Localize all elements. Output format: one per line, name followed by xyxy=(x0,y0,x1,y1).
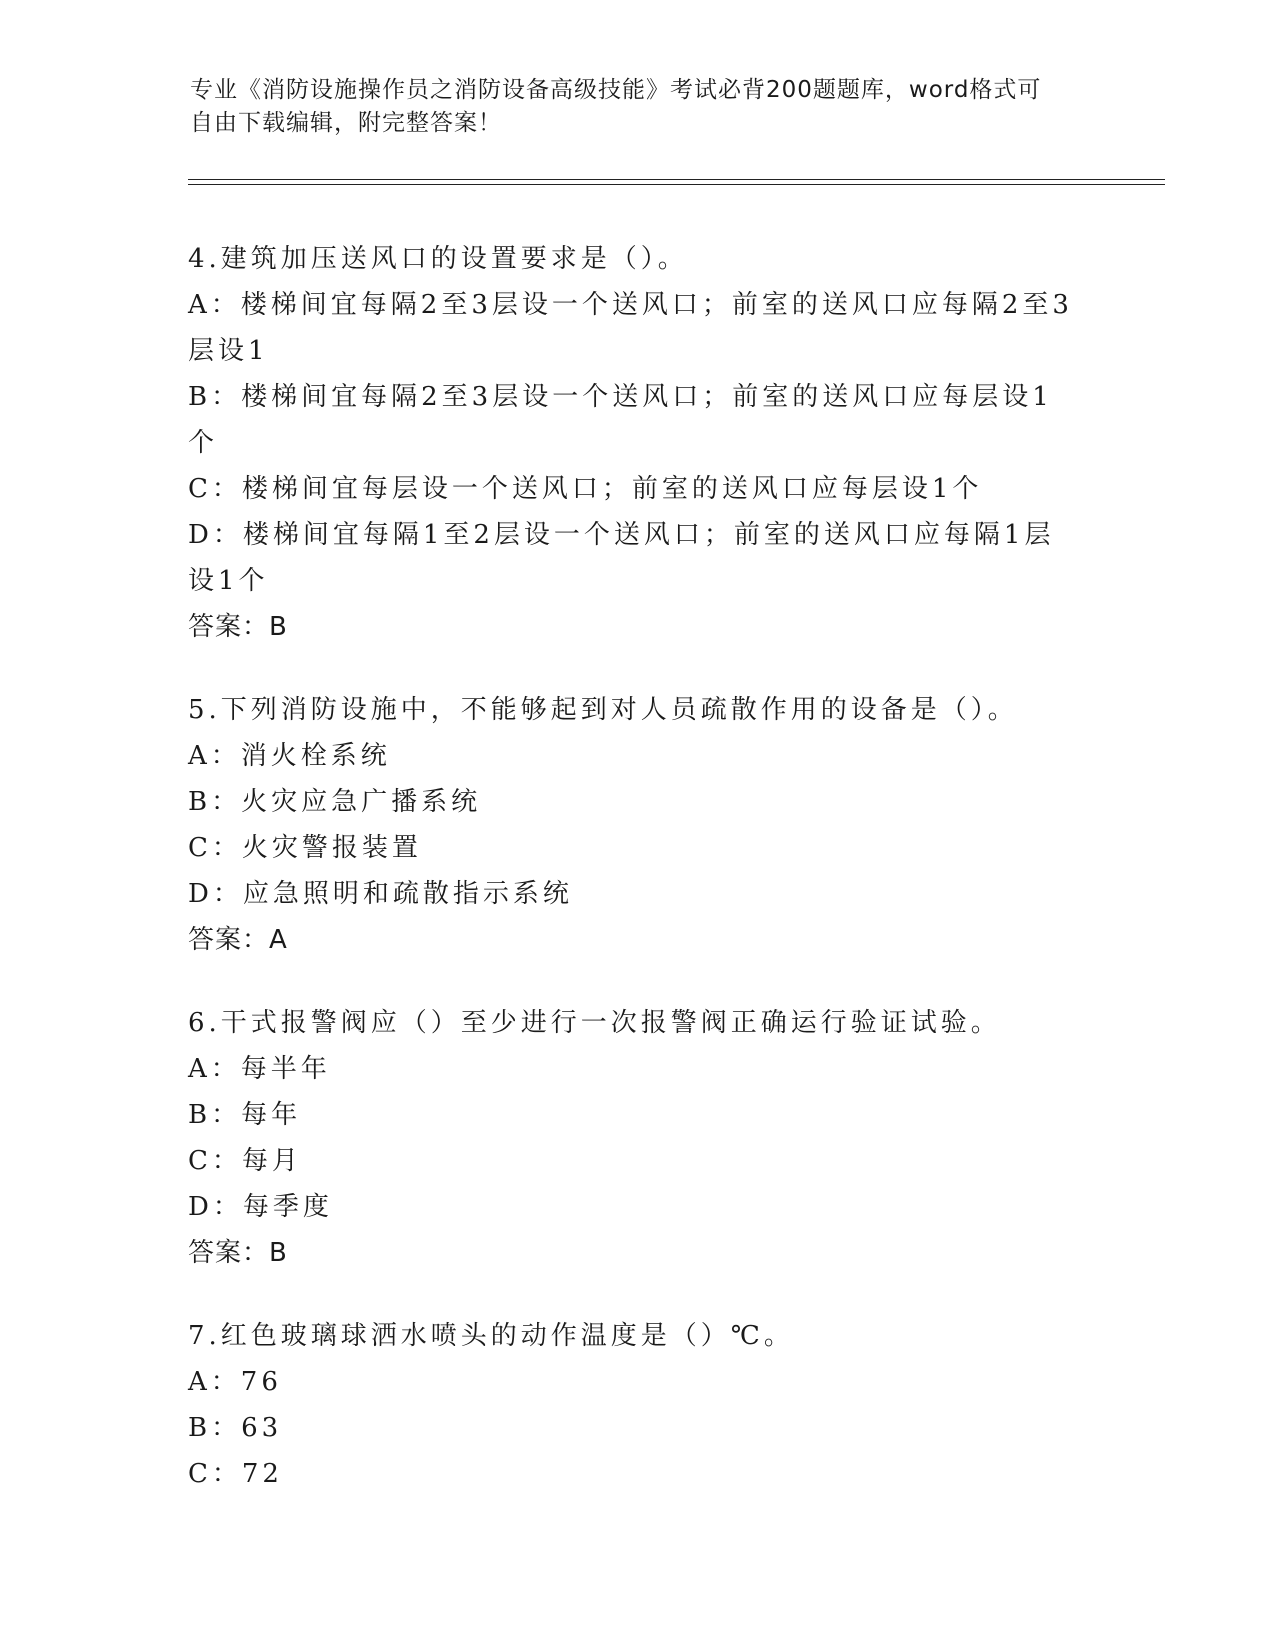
option-a: A：消火栓系统 xyxy=(188,741,391,771)
option-d: D：每季度 xyxy=(188,1192,333,1222)
option-d: D：应急照明和疏散指示系统 xyxy=(188,879,573,909)
option-a: A：每半年 xyxy=(188,1054,331,1084)
question-stem: 5.下列消防设施中，不能够起到对人员疏散作用的设备是（）。 xyxy=(188,695,1018,725)
answer: 答案：B xyxy=(188,1238,288,1268)
question-4 xyxy=(188,236,1088,650)
option-b: B：每年 xyxy=(188,1100,302,1130)
question-5 xyxy=(188,687,1088,963)
option-a: A：楼梯间宜每隔2至3层设一个送风口；前室的送风口应每隔2至3层设1 xyxy=(188,290,1073,366)
question-stem: 7.红色玻璃球洒水喷头的动作温度是（）℃。 xyxy=(188,1321,794,1351)
header-line-2: 自由下载编辑，附完整答案！ xyxy=(190,110,502,136)
option-a: A：76 xyxy=(188,1367,282,1397)
question-list xyxy=(188,236,1088,1497)
option-c: C：72 xyxy=(188,1459,283,1489)
document-header xyxy=(190,74,1070,140)
answer: 答案：B xyxy=(188,612,288,642)
header-line-1: 专业《消防设施操作员之消防设备高级技能》考试必背200题题库，word格式可 xyxy=(190,77,1042,103)
answer: 答案：A xyxy=(188,925,288,955)
option-c: C：每月 xyxy=(188,1146,302,1176)
option-c: C：火灾警报装置 xyxy=(188,833,422,863)
question-stem: 4.建筑加压送风口的设置要求是（）。 xyxy=(188,244,688,274)
option-b: B：楼梯间宜每隔2至3层设一个送风口；前室的送风口应每层设1个 xyxy=(188,382,1053,458)
question-stem: 6.干式报警阀应（）至少进行一次报警阀正确运行验证试验。 xyxy=(188,1008,1001,1038)
question-7 xyxy=(188,1313,1088,1497)
header-divider-bottom xyxy=(188,184,1165,185)
option-b: B：63 xyxy=(188,1413,283,1443)
option-b: B：火灾应急广播系统 xyxy=(188,787,482,817)
option-d: D：楼梯间宜每隔1至2层设一个送风口；前室的送风口应每隔1层设1个 xyxy=(188,520,1055,596)
option-c: C：楼梯间宜每层设一个送风口；前室的送风口应每层设1个 xyxy=(188,474,983,504)
question-6 xyxy=(188,1000,1088,1276)
header-divider-top xyxy=(188,179,1165,180)
